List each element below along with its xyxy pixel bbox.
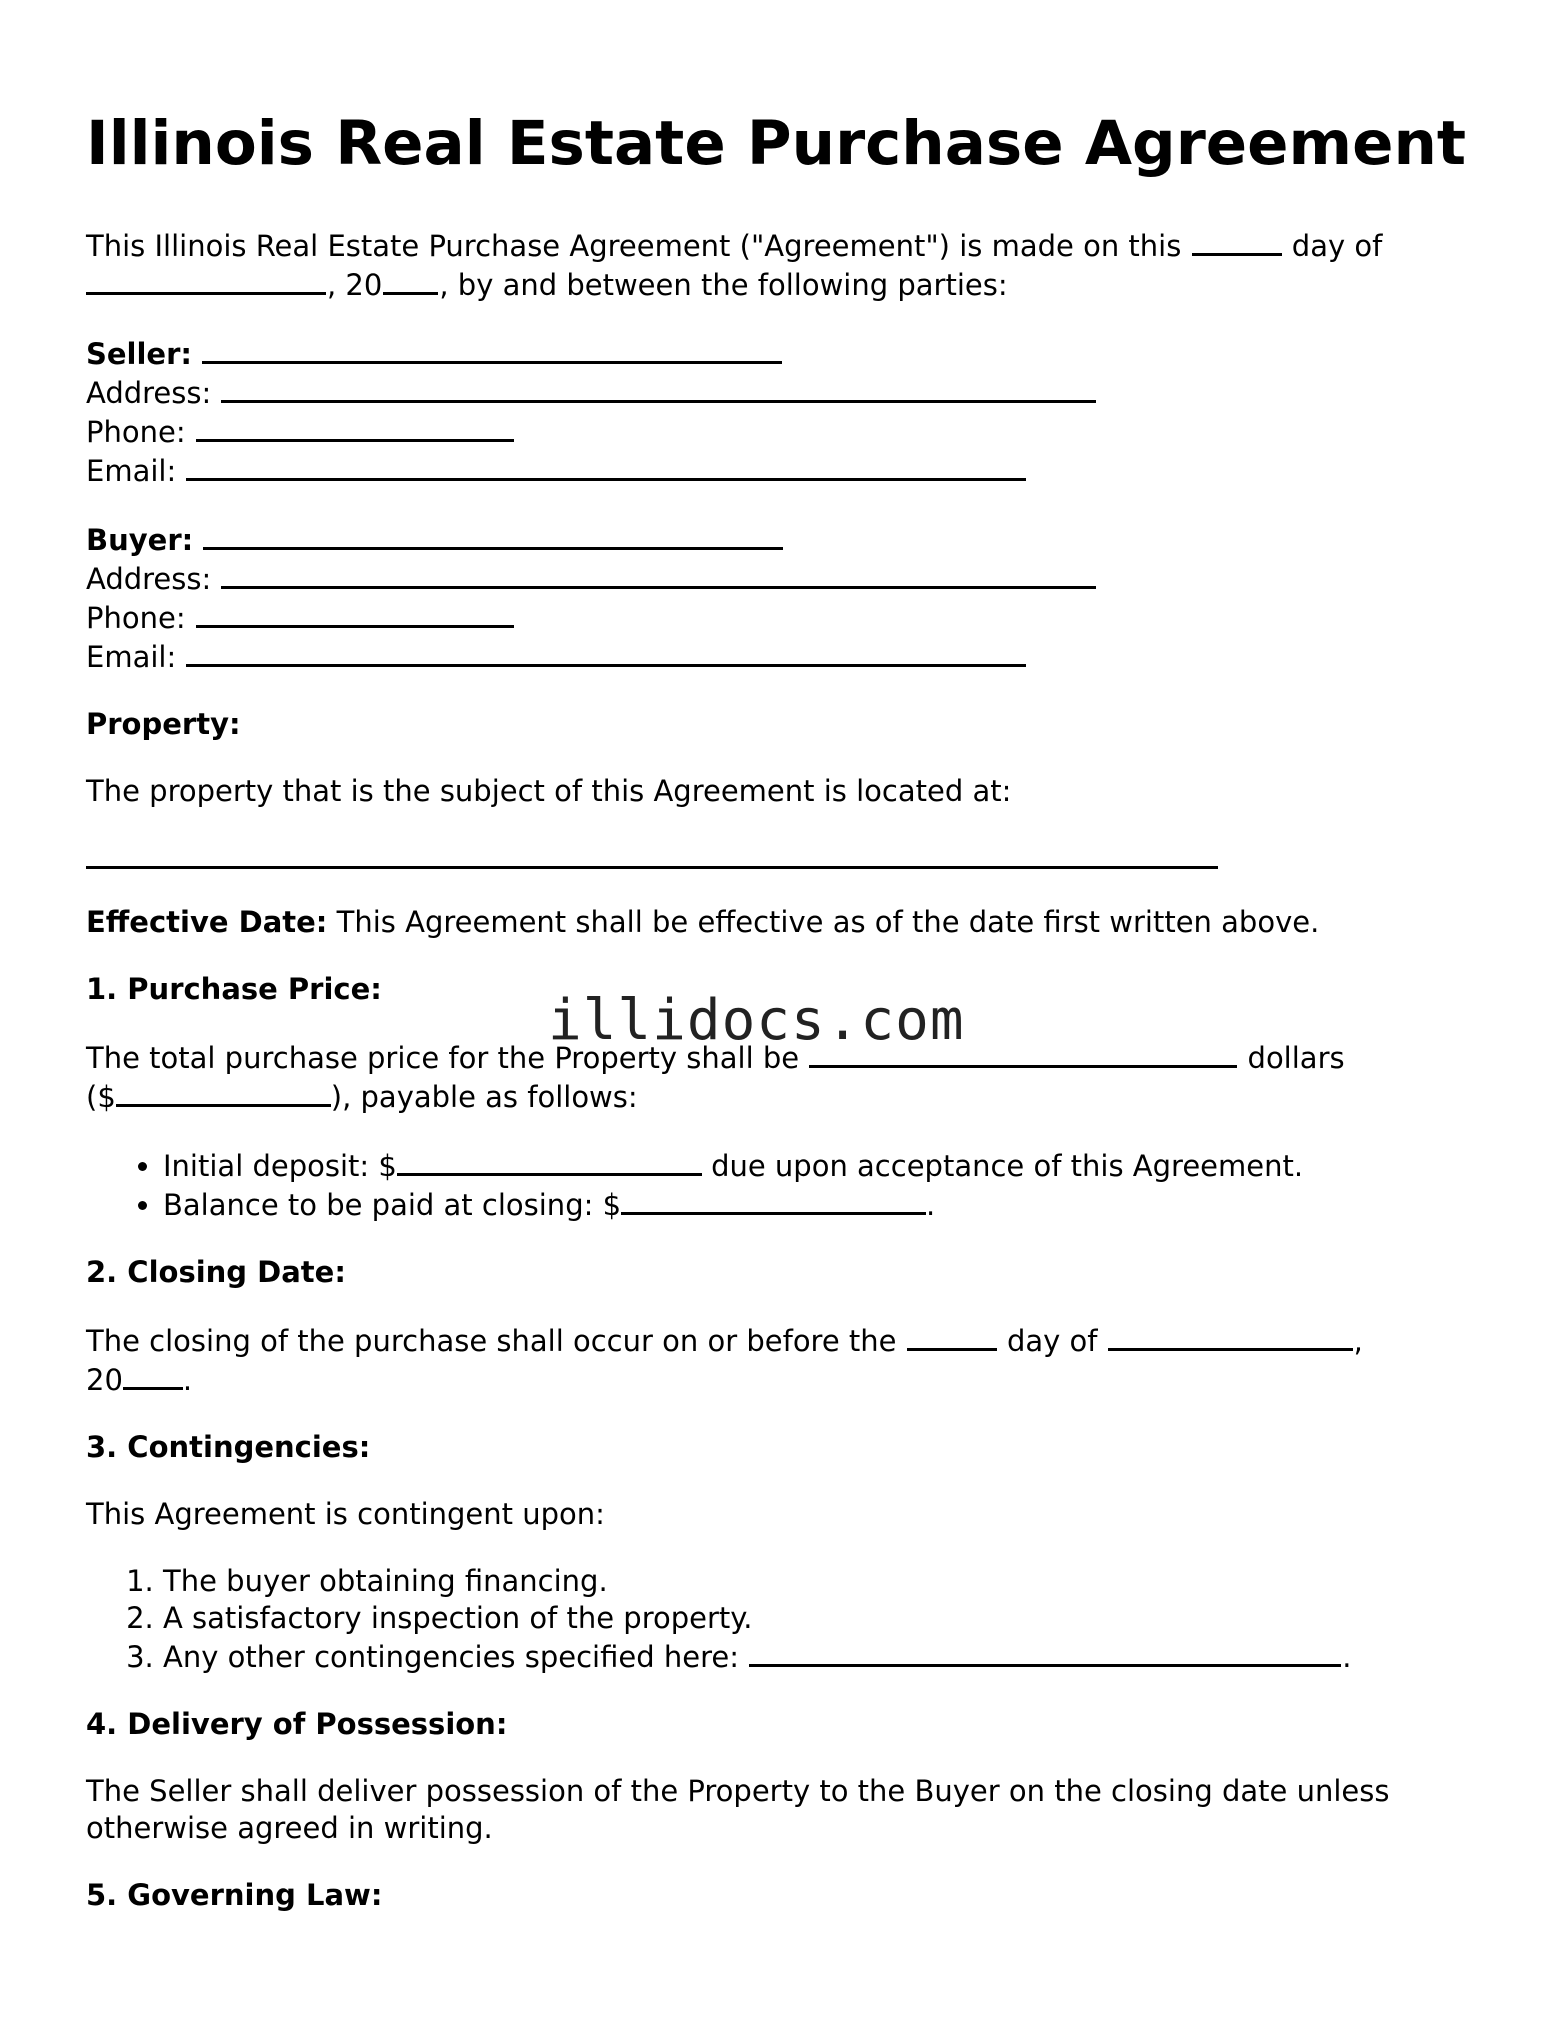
deposit-text: due upon acceptance of this Agreement. bbox=[711, 1149, 1304, 1183]
buyer-name-blank[interactable] bbox=[203, 520, 783, 550]
purchase-price-text-a: The total purchase price for the Property shall be bbox=[86, 1041, 800, 1075]
buyer-email-blank[interactable] bbox=[186, 637, 1026, 667]
seller-phone-label: Phone: bbox=[86, 415, 186, 449]
property-text: The property that is the subject of this Agreement is located at: bbox=[86, 774, 1012, 808]
seller-address-blank[interactable] bbox=[221, 373, 1096, 403]
other-contingencies-blank[interactable] bbox=[749, 1637, 1341, 1667]
effective-date-paragraph bbox=[86, 904, 1486, 941]
closing-day-of: day of bbox=[1006, 1324, 1098, 1358]
possession-heading: 4. Delivery of Possession: bbox=[86, 1707, 508, 1741]
other-contingencies-period: . bbox=[1342, 1640, 1352, 1674]
watermark: illidocs.com bbox=[548, 988, 965, 1053]
deposit-label: Initial deposit: $ bbox=[163, 1149, 397, 1183]
contingencies-list bbox=[86, 1563, 1486, 1676]
list-item: 1. The buyer obtaining financing. bbox=[163, 1563, 1486, 1600]
intro-paragraph bbox=[86, 226, 1486, 304]
closing-month-blank[interactable] bbox=[1108, 1321, 1353, 1351]
closing-day-blank[interactable] bbox=[907, 1321, 997, 1351]
seller-address-label: Address: bbox=[86, 376, 212, 410]
month-blank[interactable] bbox=[86, 265, 326, 295]
property-address-blank[interactable] bbox=[86, 866, 1218, 869]
seller-phone-blank[interactable] bbox=[196, 412, 514, 442]
price-number-blank[interactable] bbox=[116, 1077, 331, 1107]
balance-label: Balance to be paid at closing: $ bbox=[163, 1188, 622, 1222]
contingencies-text: This Agreement is contingent upon: bbox=[86, 1497, 605, 1531]
effective-date-label: Effective Date: bbox=[86, 905, 328, 939]
closing-comma: , bbox=[1353, 1324, 1363, 1358]
possession-text: The Seller shall deliver possession of the Property to the Buyer on the closing date unless otherwise agreed in writing. bbox=[86, 1774, 1390, 1845]
purchase-price-payable: ), payable as follows: bbox=[330, 1080, 638, 1114]
document-title: Illinois Real Estate Purchase Agreement bbox=[86, 108, 1467, 179]
governing-law-heading: 5. Governing Law: bbox=[86, 1878, 383, 1912]
buyer-email-label: Email: bbox=[86, 640, 177, 674]
seller-block bbox=[86, 334, 1486, 490]
list-item bbox=[163, 1146, 1486, 1185]
seller-email-blank[interactable] bbox=[186, 451, 1026, 481]
deposit-blank[interactable] bbox=[397, 1146, 702, 1176]
closing-year-prefix: 20 bbox=[86, 1363, 123, 1397]
buyer-label: Buyer: bbox=[86, 523, 194, 557]
closing-date-heading: 2. Closing Date: bbox=[86, 1255, 346, 1289]
balance-blank[interactable] bbox=[621, 1185, 926, 1215]
effective-date-text: This Agreement shall be effective as of the date first written above. bbox=[327, 905, 1320, 939]
contingencies-heading: 3. Contingencies: bbox=[86, 1430, 371, 1464]
buyer-phone-blank[interactable] bbox=[196, 598, 514, 628]
closing-date-text bbox=[86, 1321, 1486, 1399]
buyer-block bbox=[86, 520, 1486, 676]
balance-period: . bbox=[926, 1188, 936, 1222]
seller-email-label: Email: bbox=[86, 454, 177, 488]
buyer-address-blank[interactable] bbox=[221, 559, 1096, 589]
seller-name-blank[interactable] bbox=[202, 334, 782, 364]
intro-year-prefix: , 20 bbox=[327, 268, 383, 302]
list-item bbox=[163, 1637, 1486, 1676]
closing-year-blank[interactable] bbox=[123, 1360, 183, 1390]
intro-day-of: day of bbox=[1291, 229, 1383, 263]
year-blank[interactable] bbox=[383, 265, 438, 295]
purchase-price-heading: 1. Purchase Price: bbox=[86, 972, 382, 1006]
day-blank[interactable] bbox=[1192, 226, 1282, 256]
intro-text: This Illinois Real Estate Purchase Agreement ("Agreement") is made on this bbox=[86, 229, 1182, 263]
purchase-price-dollars: dollars bbox=[1247, 1041, 1345, 1075]
other-contingencies-label: Any other contingencies specified here: bbox=[163, 1640, 739, 1674]
buyer-address-label: Address: bbox=[86, 562, 212, 596]
property-heading: Property: bbox=[86, 707, 241, 741]
payment-list bbox=[86, 1146, 1486, 1224]
intro-parties-text: , by and between the following parties: bbox=[439, 268, 1008, 302]
list-item bbox=[163, 1185, 1486, 1224]
list-item: 2. A satisfactory inspection of the property. bbox=[163, 1600, 1486, 1637]
purchase-price-paren: ($ bbox=[86, 1080, 116, 1114]
buyer-phone-label: Phone: bbox=[86, 601, 186, 635]
seller-label: Seller: bbox=[86, 337, 193, 371]
closing-text-a: The closing of the purchase shall occur on or before the bbox=[86, 1324, 897, 1358]
closing-period: . bbox=[182, 1363, 193, 1397]
